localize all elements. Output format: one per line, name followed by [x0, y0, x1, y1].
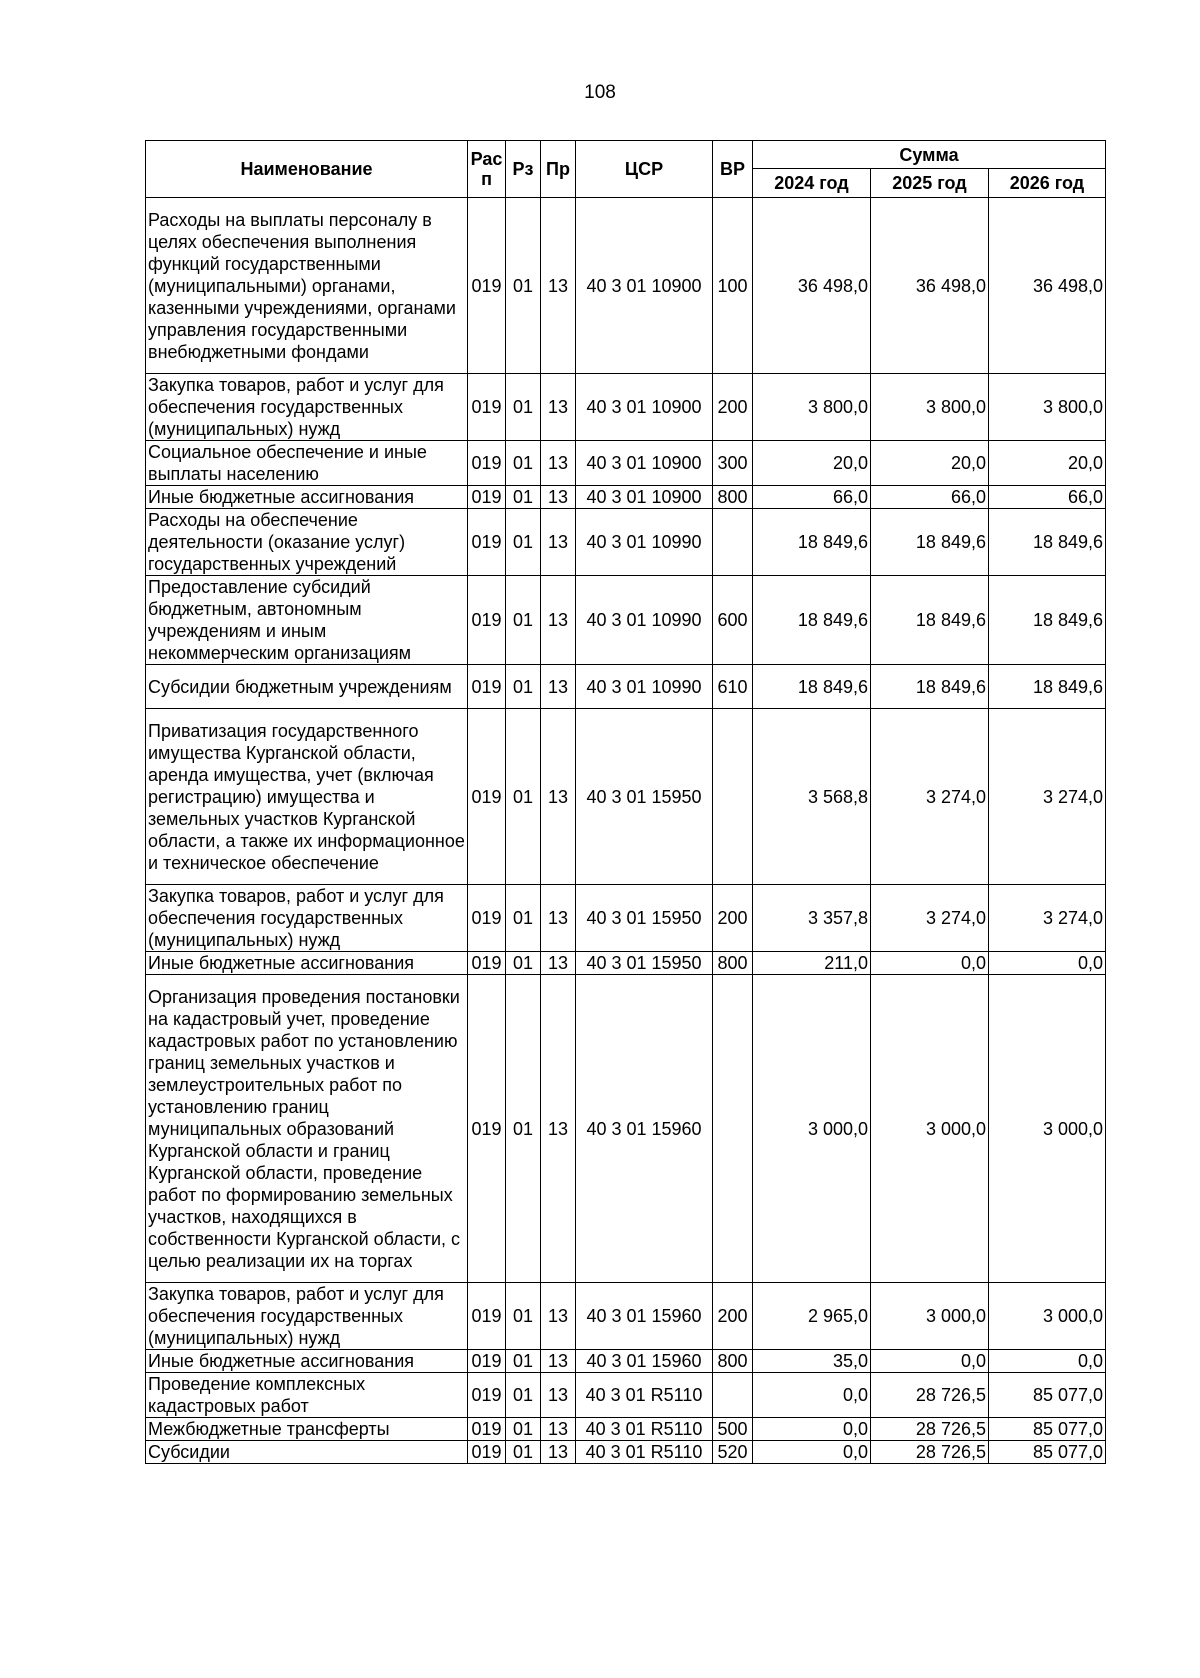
cell-2024: 35,0 — [753, 1350, 871, 1373]
cell-2025: 20,0 — [871, 441, 989, 486]
table-row — [146, 198, 1106, 374]
table-row — [146, 665, 1106, 709]
cell-csr: 40 3 01 R5110 — [576, 1418, 713, 1441]
cell-rasp: 019 — [468, 1283, 506, 1350]
header-csr: ЦСР — [576, 141, 713, 198]
cell-2026: 3 800,0 — [989, 374, 1106, 441]
cell-2024: 20,0 — [753, 441, 871, 486]
cell-name: Субсидии бюджетным учреждениям — [146, 665, 468, 709]
cell-2025: 28 726,5 — [871, 1373, 989, 1418]
cell-pr: 13 — [541, 374, 576, 441]
cell-2026: 20,0 — [989, 441, 1106, 486]
cell-vr: 300 — [713, 441, 753, 486]
cell-2026: 3 274,0 — [989, 885, 1106, 952]
page-number: 108 — [584, 82, 616, 103]
cell-rasp: 019 — [468, 576, 506, 665]
cell-pr: 13 — [541, 709, 576, 885]
cell-pr: 13 — [541, 1350, 576, 1373]
table-row — [146, 576, 1106, 665]
cell-csr: 40 3 01 R5110 — [576, 1373, 713, 1418]
cell-csr: 40 3 01 10900 — [576, 486, 713, 509]
cell-pr: 13 — [541, 1418, 576, 1441]
cell-name: Закупка товаров, работ и услуг для обеспечения государственных (муниципальных) нужд — [146, 885, 468, 952]
cell-2026: 0,0 — [989, 1350, 1106, 1373]
cell-name: Иные бюджетные ассигнования — [146, 952, 468, 975]
cell-rasp: 019 — [468, 1441, 506, 1464]
cell-rz: 01 — [506, 509, 541, 576]
cell-name: Межбюджетные трансферты — [146, 1418, 468, 1441]
cell-2026: 3 274,0 — [989, 709, 1106, 885]
table-row — [146, 952, 1106, 975]
header-pr: Пр — [541, 141, 576, 198]
cell-rasp: 019 — [468, 709, 506, 885]
cell-2025: 3 000,0 — [871, 1283, 989, 1350]
cell-rz: 01 — [506, 665, 541, 709]
table-row — [146, 486, 1106, 509]
cell-2024: 18 849,6 — [753, 576, 871, 665]
table-row — [146, 709, 1106, 885]
table-row — [146, 1283, 1106, 1350]
cell-2024: 3 357,8 — [753, 885, 871, 952]
cell-2025: 0,0 — [871, 1350, 989, 1373]
cell-rasp: 019 — [468, 486, 506, 509]
cell-vr: 800 — [713, 952, 753, 975]
cell-rasp: 019 — [468, 975, 506, 1283]
cell-csr: 40 3 01 15950 — [576, 709, 713, 885]
cell-2025: 3 274,0 — [871, 709, 989, 885]
cell-csr: 40 3 01 10900 — [576, 441, 713, 486]
cell-2025: 18 849,6 — [871, 509, 989, 576]
table-row — [146, 374, 1106, 441]
cell-rz: 01 — [506, 486, 541, 509]
table-row — [146, 1418, 1106, 1441]
cell-pr: 13 — [541, 486, 576, 509]
cell-rz: 01 — [506, 1283, 541, 1350]
cell-csr: 40 3 01 10900 — [576, 198, 713, 374]
table-body — [146, 198, 1106, 1464]
cell-vr: 200 — [713, 1283, 753, 1350]
cell-pr: 13 — [541, 1283, 576, 1350]
cell-vr: 100 — [713, 198, 753, 374]
cell-pr: 13 — [541, 441, 576, 486]
cell-csr: 40 3 01 15960 — [576, 975, 713, 1283]
table-row — [146, 1350, 1106, 1373]
cell-2024: 18 849,6 — [753, 665, 871, 709]
cell-rasp: 019 — [468, 198, 506, 374]
cell-rasp: 019 — [468, 441, 506, 486]
cell-rz: 01 — [506, 441, 541, 486]
cell-2024: 18 849,6 — [753, 509, 871, 576]
cell-pr: 13 — [541, 198, 576, 374]
cell-2025: 3 800,0 — [871, 374, 989, 441]
cell-2025: 36 498,0 — [871, 198, 989, 374]
cell-pr: 13 — [541, 576, 576, 665]
cell-rasp: 019 — [468, 1418, 506, 1441]
cell-name: Закупка товаров, работ и услуг для обеспечения государственных (муниципальных) нужд — [146, 374, 468, 441]
cell-name: Предоставление субсидий бюджетным, автономным учреждениям и иным некоммерческим организациям — [146, 576, 468, 665]
header-rz: Рз — [506, 141, 541, 198]
cell-2026: 3 000,0 — [989, 1283, 1106, 1350]
cell-2024: 0,0 — [753, 1441, 871, 1464]
cell-2024: 0,0 — [753, 1373, 871, 1418]
cell-rasp: 019 — [468, 374, 506, 441]
cell-csr: 40 3 01 15960 — [576, 1283, 713, 1350]
cell-vr: 200 — [713, 374, 753, 441]
cell-csr: 40 3 01 R5110 — [576, 1441, 713, 1464]
cell-2025: 3 274,0 — [871, 885, 989, 952]
cell-vr: 500 — [713, 1418, 753, 1441]
cell-name: Организация проведения постановки на кадастровый учет, проведение кадастровых работ по установлению границ земельных участков и землеустроительных работ по установлению границ муниципальных образований Курганской области и границ Курганской области, проведение работ по формированию земельных участков, находящихся в собственности Курганской области, с целью реализации их на торгах — [146, 975, 468, 1283]
header-row — [146, 141, 1106, 169]
cell-pr: 13 — [541, 885, 576, 952]
cell-csr: 40 3 01 15950 — [576, 885, 713, 952]
cell-rz: 01 — [506, 709, 541, 885]
cell-vr — [713, 509, 753, 576]
cell-2024: 36 498,0 — [753, 198, 871, 374]
cell-name: Приватизация государственного имущества Курганской области, аренда имущества, учет (включая регистрацию) имущества и земельных участков Курганской области, а также их информационное и техническое обеспечение — [146, 709, 468, 885]
cell-2025: 18 849,6 — [871, 576, 989, 665]
cell-vr: 200 — [713, 885, 753, 952]
cell-rz: 01 — [506, 1418, 541, 1441]
table-row — [146, 1373, 1106, 1418]
cell-name: Иные бюджетные ассигнования — [146, 486, 468, 509]
cell-name: Расходы на обеспечение деятельности (оказание услуг) государственных учреждений — [146, 509, 468, 576]
cell-2024: 3 800,0 — [753, 374, 871, 441]
cell-csr: 40 3 01 10990 — [576, 665, 713, 709]
cell-2024: 66,0 — [753, 486, 871, 509]
cell-2024: 3 568,8 — [753, 709, 871, 885]
cell-2024: 211,0 — [753, 952, 871, 975]
cell-pr: 13 — [541, 509, 576, 576]
cell-pr: 13 — [541, 1373, 576, 1418]
cell-vr: 600 — [713, 576, 753, 665]
cell-rasp: 019 — [468, 509, 506, 576]
cell-2025: 3 000,0 — [871, 975, 989, 1283]
cell-rz: 01 — [506, 374, 541, 441]
cell-rz: 01 — [506, 1373, 541, 1418]
cell-csr: 40 3 01 15950 — [576, 952, 713, 975]
cell-2026: 0,0 — [989, 952, 1106, 975]
header-year-2024: 2024 год — [753, 169, 871, 198]
cell-2026: 3 000,0 — [989, 975, 1106, 1283]
cell-vr: 800 — [713, 1350, 753, 1373]
cell-name: Закупка товаров, работ и услуг для обеспечения государственных (муниципальных) нужд — [146, 1283, 468, 1350]
header-sum: Сумма — [753, 141, 1106, 169]
cell-2026: 85 077,0 — [989, 1373, 1106, 1418]
cell-name: Социальное обеспечение и иные выплаты населению — [146, 441, 468, 486]
cell-2024: 2 965,0 — [753, 1283, 871, 1350]
cell-2026: 85 077,0 — [989, 1418, 1106, 1441]
cell-vr — [713, 1373, 753, 1418]
cell-rz: 01 — [506, 885, 541, 952]
cell-name: Субсидии — [146, 1441, 468, 1464]
header-year-2026: 2026 год — [989, 169, 1106, 198]
cell-rz: 01 — [506, 1441, 541, 1464]
cell-2024: 3 000,0 — [753, 975, 871, 1283]
cell-2025: 0,0 — [871, 952, 989, 975]
cell-2026: 85 077,0 — [989, 1441, 1106, 1464]
cell-2026: 18 849,6 — [989, 509, 1106, 576]
cell-name: Проведение комплексных кадастровых работ — [146, 1373, 468, 1418]
cell-2025: 28 726,5 — [871, 1418, 989, 1441]
cell-rasp: 019 — [468, 665, 506, 709]
table-header — [146, 141, 1106, 198]
cell-2025: 28 726,5 — [871, 1441, 989, 1464]
header-vr: ВР — [713, 141, 753, 198]
cell-csr: 40 3 01 15960 — [576, 1350, 713, 1373]
header-name: Наименование — [146, 141, 468, 198]
cell-rz: 01 — [506, 198, 541, 374]
cell-rz: 01 — [506, 975, 541, 1283]
cell-rasp: 019 — [468, 1373, 506, 1418]
cell-2026: 18 849,6 — [989, 576, 1106, 665]
cell-vr: 800 — [713, 486, 753, 509]
cell-vr — [713, 975, 753, 1283]
cell-pr: 13 — [541, 975, 576, 1283]
cell-name: Иные бюджетные ассигнования — [146, 1350, 468, 1373]
cell-rz: 01 — [506, 952, 541, 975]
table-row — [146, 975, 1106, 1283]
cell-2026: 66,0 — [989, 486, 1106, 509]
cell-rz: 01 — [506, 576, 541, 665]
cell-csr: 40 3 01 10990 — [576, 576, 713, 665]
cell-2025: 18 849,6 — [871, 665, 989, 709]
cell-vr: 610 — [713, 665, 753, 709]
header-rasp: Рас п — [468, 141, 506, 198]
cell-csr: 40 3 01 10990 — [576, 509, 713, 576]
cell-2026: 18 849,6 — [989, 665, 1106, 709]
cell-name: Расходы на выплаты персоналу в целях обеспечения выполнения функций государственными (муниципальными) органами, казенными учреждениями, органами управления государственными внебюджетными фондами — [146, 198, 468, 374]
cell-csr: 40 3 01 10900 — [576, 374, 713, 441]
cell-pr: 13 — [541, 665, 576, 709]
table-row — [146, 885, 1106, 952]
cell-rz: 01 — [506, 1350, 541, 1373]
cell-pr: 13 — [541, 952, 576, 975]
cell-vr: 520 — [713, 1441, 753, 1464]
header-year-2025: 2025 год — [871, 169, 989, 198]
cell-rasp: 019 — [468, 952, 506, 975]
cell-2026: 36 498,0 — [989, 198, 1106, 374]
cell-2025: 66,0 — [871, 486, 989, 509]
table-row — [146, 1441, 1106, 1464]
cell-pr: 13 — [541, 1441, 576, 1464]
table-row — [146, 509, 1106, 576]
cell-rasp: 019 — [468, 885, 506, 952]
table-row — [146, 441, 1106, 486]
budget-table — [145, 140, 1106, 1464]
cell-2024: 0,0 — [753, 1418, 871, 1441]
cell-rasp: 019 — [468, 1350, 506, 1373]
cell-vr — [713, 709, 753, 885]
